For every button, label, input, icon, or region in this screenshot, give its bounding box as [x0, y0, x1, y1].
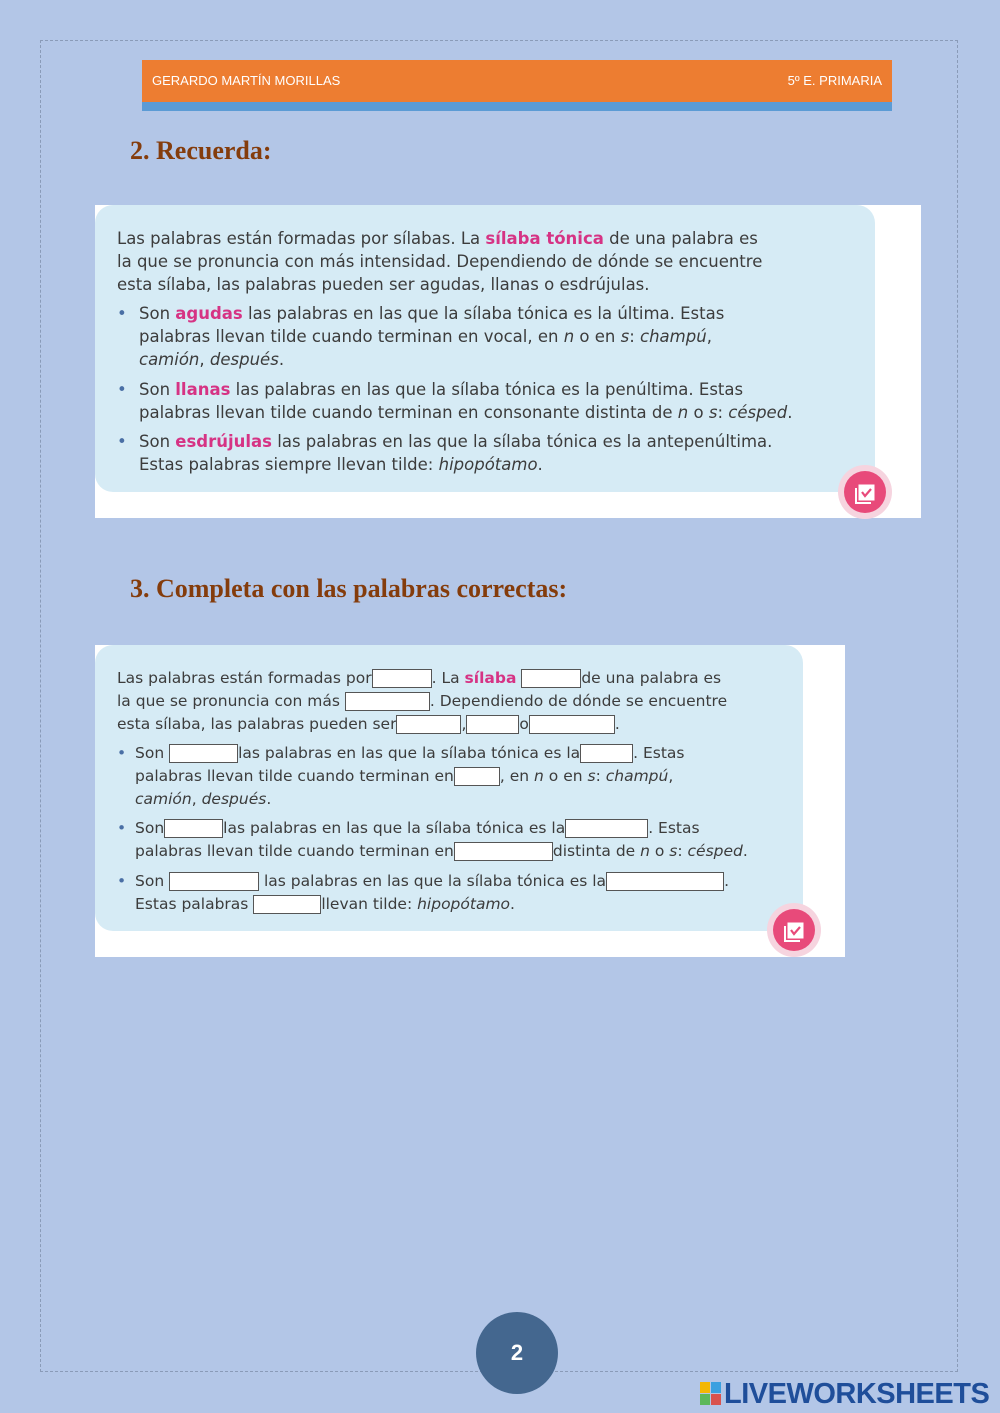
- header-underline: [142, 102, 892, 111]
- answer-input-8[interactable]: [580, 744, 633, 763]
- brand-name: LIVEWORKSHEETS: [724, 1378, 990, 1410]
- answer-input-4[interactable]: [396, 715, 461, 734]
- page-number: 2: [476, 1312, 558, 1394]
- intro-line-3: esta sílaba, las palabras pueden ser agudas, llanas o esdrújulas.: [117, 275, 650, 294]
- fill-line-2: la que se pronuncia con más . Dependiendo de dónde se encuentre: [117, 692, 728, 710]
- answer-input-9[interactable]: [454, 767, 500, 786]
- bullet-dot: •: [117, 432, 127, 451]
- answer-input-13[interactable]: [169, 872, 259, 891]
- check-list-icon: [848, 475, 882, 509]
- answer-input-2[interactable]: [521, 669, 581, 688]
- author-name: GERARDO MARTÍN MORILLAS: [152, 73, 341, 88]
- recuerda-box: Las palabras están formadas por sílabas. La sílaba tónica de una palabra es la que se pronuncia con más intensidad. Dependiendo de dónde se encuentre esta sílaba, las palabras pueden ser agudas, llanas o esdrújulas. • Son agudas las palabras en las que la sílaba tónica es la última. Estas palabras llevan tilde cuando terminan en vocal, en n o en s: champú, camión, después. • Son llanas las palabras en las que la sílaba tónica es la penúltima. Estas palabras llevan tilde cuando terminan en consonante distinta de n o s: césped. • Son esdrújulas las palabras en las que la sílaba tónica es la antepenúltima. Estas palabras siempre llevan tilde: hipopótamo.: [95, 205, 875, 492]
- bullet-dot: •: [117, 819, 127, 837]
- intro-line-1: Las palabras están formadas por sílabas. La sílaba tónica de una palabra es: [117, 229, 758, 248]
- grade-label: 5º E. PRIMARIA: [787, 73, 882, 88]
- bullet-dot: •: [117, 380, 127, 399]
- check-list-icon: [777, 913, 811, 947]
- answer-input-7[interactable]: [169, 744, 238, 763]
- section-2-title: 2. Recuerda:: [130, 136, 272, 165]
- fill-line-1: Las palabras están formadas por . La sílaba de una palabra es: [117, 669, 722, 687]
- bullet-dot: •: [117, 744, 127, 762]
- liveworksheets-logo[interactable]: [700, 1378, 989, 1408]
- check-answers-button[interactable]: [838, 465, 892, 519]
- answer-input-11[interactable]: [565, 819, 648, 838]
- bullet-dot: •: [117, 872, 127, 890]
- answer-input-6[interactable]: [529, 715, 615, 734]
- intro-line-2: la que se pronuncia con más intensidad. Dependiendo de dónde se encuentre: [117, 252, 763, 271]
- answer-input-5[interactable]: [466, 715, 519, 734]
- answer-input-3[interactable]: [345, 692, 430, 711]
- completa-box: Las palabras están formadas por . La sílaba de una palabra es la que se pronuncia con más . Dependiendo de dónde se encuentre esta sílaba, las palabras pueden ser , o . • Son las palabras en las que la sílaba tónica es la . Estas palabras llevan tilde cuando terminan en , en n o en s: champú, camión, después. • Son las palabras en las que la sílaba tónica es la . Estas palabras llevan tilde cuando terminan en distinta de n o s: césped. • Son las palabras en las que la sílaba tónica es la . Estas palabras llevan tilde: hipopótamo.: [95, 645, 803, 931]
- answer-input-14[interactable]: [606, 872, 724, 891]
- answer-input-10[interactable]: [164, 819, 223, 838]
- fill-line-3: esta sílaba, las palabras pueden ser , o .: [117, 715, 620, 733]
- header-bar: [142, 60, 892, 102]
- answer-input-12[interactable]: [454, 842, 553, 861]
- bullet-dot: •: [117, 304, 127, 323]
- answer-input-15[interactable]: [253, 895, 321, 914]
- answer-input-1[interactable]: [372, 669, 432, 688]
- check-answers-button[interactable]: [767, 903, 821, 957]
- logo-tiles-icon: [700, 1382, 722, 1406]
- section-3-title: 3. Completa con las palabras correctas:: [130, 574, 568, 603]
